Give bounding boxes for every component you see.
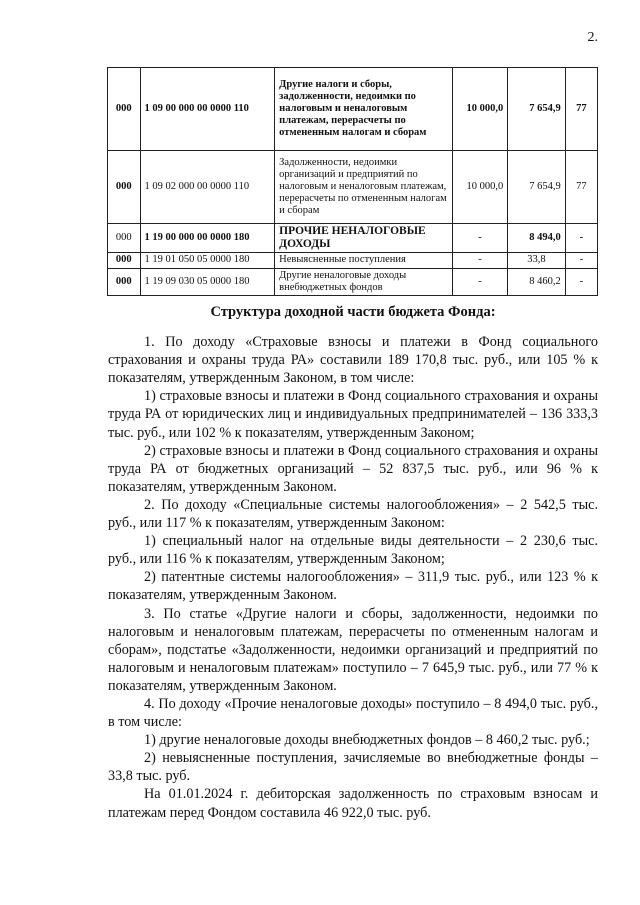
paragraph: 1) страховые взносы и платежи в Фонд социального страхования и охраны труда РА от юридических лиц и индивидуальных предпринимателей – 136 333,3 тыс. руб., или 102 % к показателям, утвержденным Законом;	[108, 388, 598, 441]
paragraph: 3. По статье «Другие налоги и сборы, задолженности, недоимки по налоговым и неналоговым платежам, перерасчеты по отмененным налогам и сборам», подстатье «Задолженности, недоимки организаций и предприятий по налоговым и неналоговым платежам» поступило – 7 645,9 тыс. руб., или 77 % к показателям, утвержденным Законом.	[108, 605, 598, 694]
paragraph: 1) другие неналоговые доходы внебюджетных фондов – 8 460,2 тыс. руб.;	[144, 732, 590, 749]
cell-code: 000	[108, 68, 141, 151]
table-row	[108, 253, 598, 268]
paragraph: 1. По доходу «Страховые взносы и платежи в Фонд социального страхования и охраны труда РА» составили 189 170,8 тыс. руб., или 105 % к показателям, утвержденным Законом, в том числе:	[108, 334, 598, 387]
cell-percent: -	[565, 253, 597, 268]
cell-fact: 8 494,0	[508, 224, 565, 253]
table-row	[108, 68, 598, 151]
cell-fact: 7 654,9	[508, 68, 565, 151]
cell-name: Другие неналоговые доходы внебюджетных фондов	[275, 268, 452, 295]
document-body	[108, 303, 598, 822]
cell-kbk: 1 19 00 000 00 0000 180	[140, 224, 275, 253]
paragraph: 4. По доходу «Прочие неналоговые доходы» поступило – 8 494,0 тыс. руб., в том числе:	[108, 695, 598, 731]
paragraph: 2) невыясненные поступления, зачисляемые во внебюджетные фонды – 33,8 тыс. руб.	[108, 750, 598, 785]
cell-percent: -	[565, 268, 597, 295]
table-row	[108, 151, 598, 224]
cell-kbk: 1 09 02 000 00 0000 110	[140, 151, 275, 224]
cell-plan: 10 000,0	[452, 68, 508, 151]
cell-percent: 77	[565, 68, 597, 151]
page-number: 2.	[587, 30, 598, 45]
budget-table	[107, 67, 598, 296]
cell-percent: 77	[565, 151, 597, 224]
cell-code: 000	[108, 151, 141, 224]
table-row	[108, 224, 598, 253]
cell-code: 000	[108, 268, 141, 295]
paragraph: 2) страховые взносы и платежи в Фонд социального страхования и охраны труда РА от бюджетных организаций – 52 837,5 тыс. руб., или 96 % к показателям, утвержденным Законом.	[108, 442, 598, 495]
cell-percent: -	[565, 224, 597, 253]
cell-kbk: 1 19 01 050 05 0000 180	[140, 253, 275, 268]
section-title: Структура доходной части бюджета Фонда:	[210, 304, 496, 320]
cell-plan: 10 000,0	[452, 151, 508, 224]
paragraph: 2. По доходу «Специальные системы налогообложения» – 2 542,5 тыс. руб., или 117 % к показателям, утвержденным Законом:	[108, 496, 598, 532]
cell-plan: -	[452, 253, 508, 268]
cell-name: Другие налоги и сборы, задолженности, недоимки по налоговым и неналоговым платежам, перерасчеты по отмененным налогам и сборам	[275, 68, 452, 151]
cell-code: 000	[108, 253, 141, 268]
paragraph: На 01.01.2024 г. дебиторская задолженность по страховым взносам и платежам перед Фондом составила 46 922,0 тыс. руб.	[108, 786, 598, 821]
cell-plan: -	[452, 224, 508, 253]
paragraph: 2) патентные системы налогообложения» – 311,9 тыс. руб., или 123 % к показателям, утвержденным Законом.	[108, 569, 598, 604]
cell-fact: 33,8	[508, 253, 565, 268]
cell-name: Задолженности, недоимки организаций и предприятий по налоговым и неналоговым платежам, перерасчеты по отмененным налогам и сборам	[275, 151, 452, 224]
paragraph: 1) специальный налог на отдельные виды деятельности – 2 230,6 тыс. руб., или 116 % к показателям, утвержденным Законом;	[108, 533, 598, 568]
cell-kbk: 1 19 09 030 05 0000 180	[140, 268, 275, 295]
cell-name: ПРОЧИЕ НЕНАЛОГОВЫЕ ДОХОДЫ	[275, 224, 452, 253]
cell-code: 000	[108, 224, 141, 253]
cell-fact: 7 654,9	[508, 151, 565, 224]
cell-fact: 8 460,2	[508, 268, 565, 295]
cell-kbk: 1 09 00 000 00 0000 110	[140, 68, 275, 151]
table-row	[108, 268, 598, 295]
cell-name: Невыясненные поступления	[275, 253, 452, 268]
cell-plan: -	[452, 268, 508, 295]
